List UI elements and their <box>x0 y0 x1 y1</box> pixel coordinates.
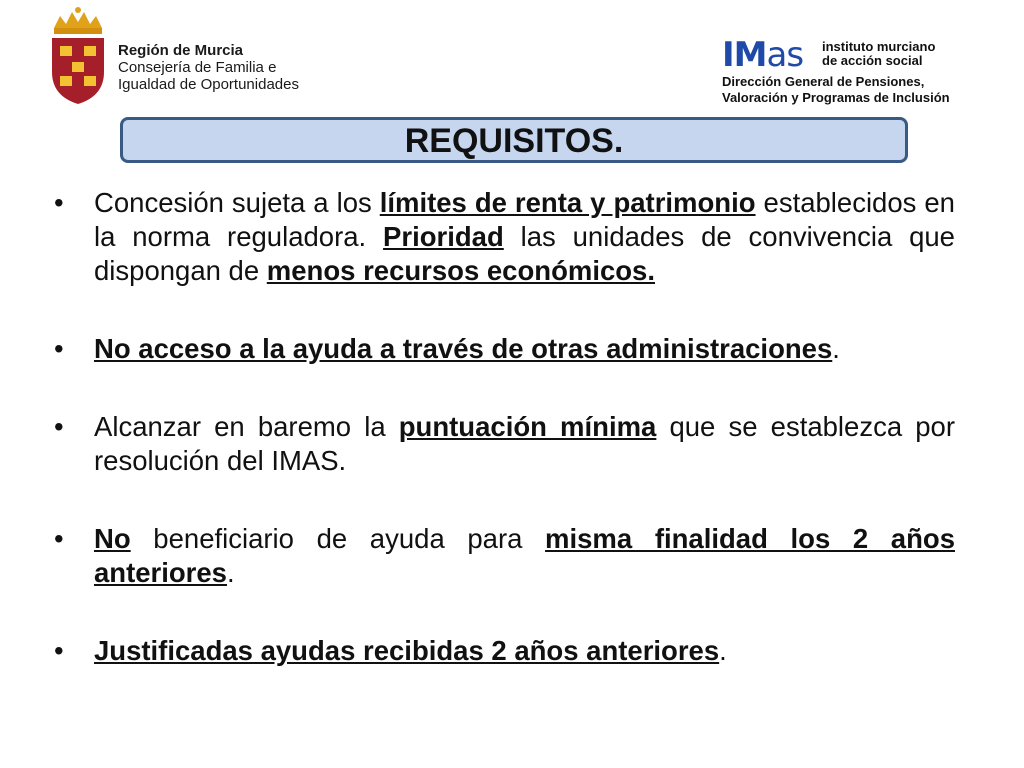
requirement-item <box>48 634 955 668</box>
emphasis-text: puntuación mínima <box>398 411 657 442</box>
logo-line-2: Consejería de Familia e <box>118 59 277 76</box>
requirement-item <box>48 332 955 366</box>
imas-logo <box>722 34 982 104</box>
emphasis-text: misma finalidad los 2 años anteriores <box>94 523 955 588</box>
imas-dept-2: Valoración y Programas de Inclusión <box>722 90 950 105</box>
region-murcia-logo <box>46 6 336 106</box>
emphasis-text: No <box>94 523 131 554</box>
body-text: Concesión sujeta a los <box>94 187 380 218</box>
emphasis-text: límites de renta y patrimonio <box>379 187 756 218</box>
requirement-item <box>48 186 955 288</box>
requirements-list <box>48 186 955 668</box>
body-text: beneficiario de ayuda para <box>130 523 546 554</box>
requirement-item <box>48 410 955 478</box>
imas-tagline-1: instituto murciano <box>822 39 936 54</box>
body-text: . <box>832 333 840 364</box>
imas-dept-1: Dirección General de Pensiones, <box>722 74 925 89</box>
crest-icon <box>46 6 110 106</box>
imas-tagline <box>822 40 935 68</box>
body-text: que se establezca por resolución del IMAS. <box>94 411 956 476</box>
title-banner <box>120 117 908 163</box>
requirement-item <box>48 522 955 590</box>
imas-low: as <box>766 35 804 75</box>
body-text: las unidades de convivencia que dispongan de <box>94 221 955 286</box>
emphasis-text: Prioridad <box>383 221 504 252</box>
body-text: establecidos en la norma reguladora. <box>94 187 955 252</box>
logo-line-3: Igualdad de Oportunidades <box>118 76 299 93</box>
emphasis-text: menos recursos económicos. <box>266 255 655 286</box>
emphasis-text: No acceso a la ayuda a través de otras administraciones <box>94 333 833 364</box>
body-text: . <box>226 557 235 588</box>
imas-brand <box>722 35 804 75</box>
imas-caps: IM <box>722 35 767 75</box>
body-text: . <box>719 635 727 666</box>
page-title: REQUISITOS. <box>404 122 624 160</box>
imas-department <box>722 74 950 106</box>
imas-tagline-2: de acción social <box>822 53 923 68</box>
emphasis-text: Justificadas ayudas recibidas 2 años anteriores <box>94 635 720 666</box>
body-text: Alcanzar en baremo la <box>94 411 399 442</box>
logo-line-1: Región de Murcia <box>118 42 244 59</box>
